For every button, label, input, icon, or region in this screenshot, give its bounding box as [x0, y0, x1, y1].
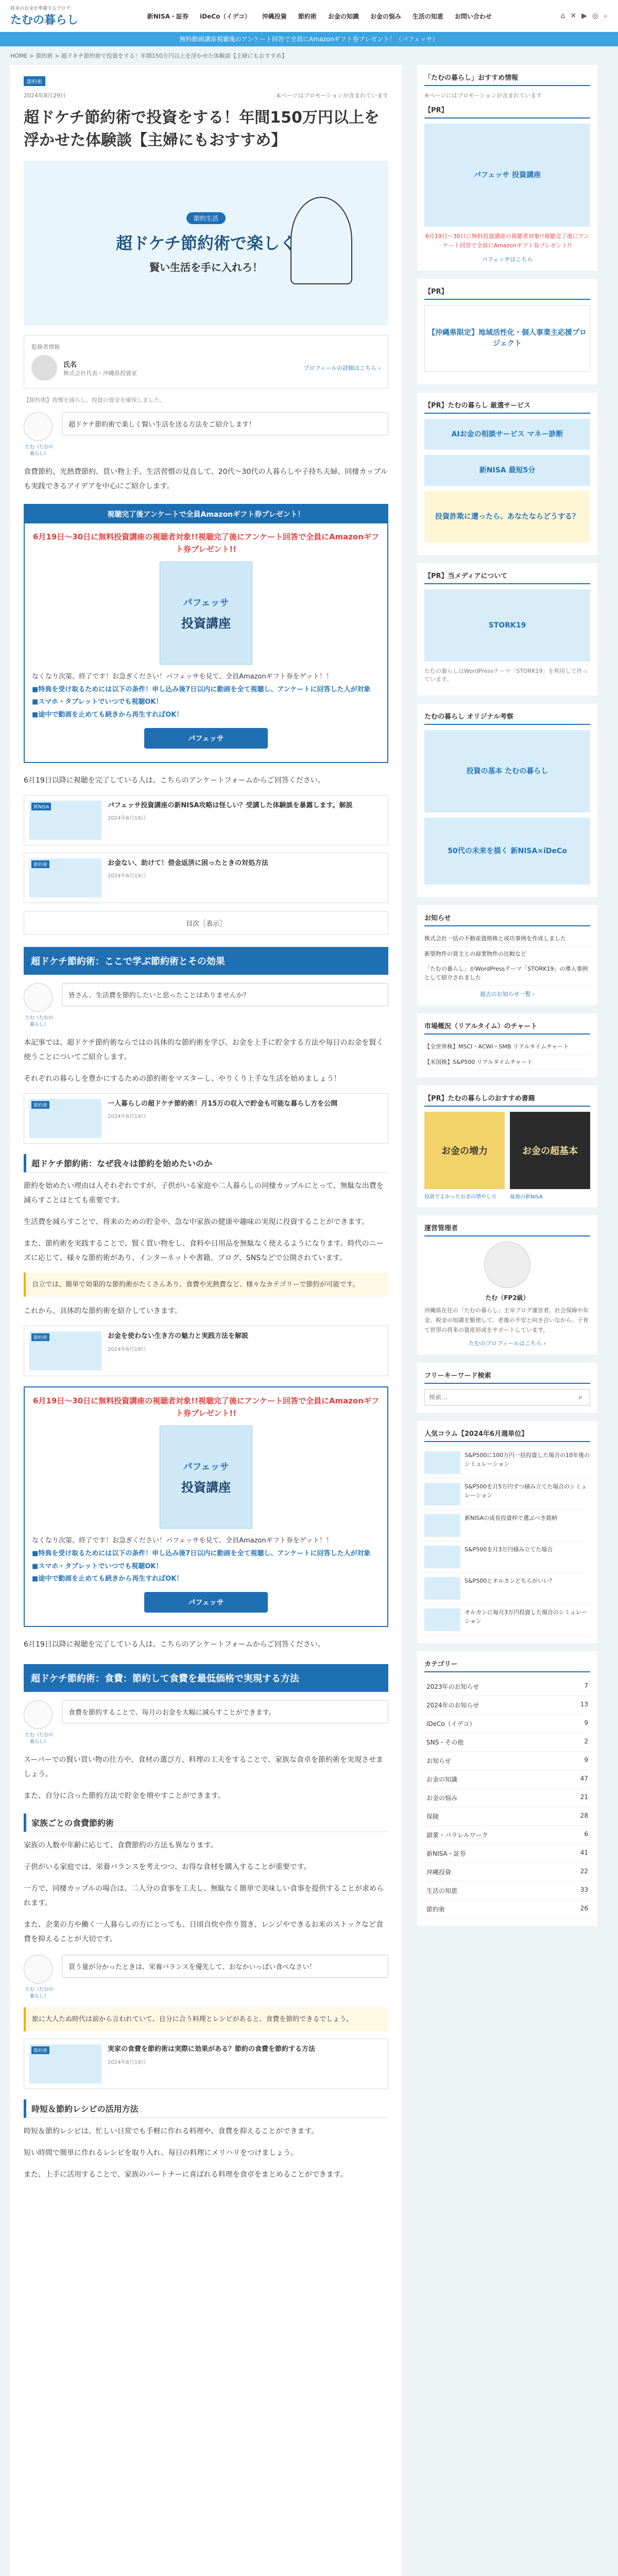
book-caption[interactable]: 投資でよかったお金の増やし方 — [424, 1194, 496, 1200]
sidebar-owner — [417, 1215, 597, 1354]
card-title: お金を使わない生き方の魅力と実践方法を解説 — [108, 1332, 249, 1341]
card-title: パフェッサ投資講座の新NISA攻略は怪しい？受講した体験談を暴露します。解説 — [108, 801, 353, 809]
category-item[interactable] — [424, 1770, 590, 1789]
notice-bar[interactable]: 無料動画講座視聴後のアンケート回答で全員にAmazonギフト券プレゼント！（パフェッサ） — [0, 32, 618, 46]
nav-knowledge[interactable]: お金の知識 — [328, 12, 359, 20]
site-header — [0, 0, 618, 32]
category-item[interactable] — [424, 1677, 590, 1696]
search-input[interactable] — [425, 1389, 571, 1405]
rank-title: S&P500を月3万円積み立てた場合 — [465, 1546, 553, 1553]
promo-highlight: 6月19日〜30日に無料投資講座の視聴者対象!!視聴完了後にアンケート回答で全員にAmazonギフト券プレゼント!! — [32, 1396, 380, 1418]
card-thumbnail — [29, 1099, 101, 1138]
avatar — [31, 355, 57, 381]
card-date: 2024年6月19日 — [108, 816, 146, 822]
widget-title: カテゴリー — [424, 1658, 590, 1672]
widget-title: 【PR】 — [424, 105, 590, 118]
breadcrumb[interactable]: HOME > 節約術 > 超ドキチ節約術で投資をする！年間150万円以上を浮かせた体験談【主婦にもおすすめ】 — [10, 53, 287, 59]
book-cover[interactable]: お金の増力 — [424, 1112, 505, 1189]
youtube-icon[interactable]: ▶ — [581, 12, 587, 20]
ranking-item[interactable] — [424, 1447, 590, 1479]
okinawa-banner[interactable]: 【沖縄県限定】地域活性化・個人事業主応援プロジェクト — [424, 305, 590, 372]
pafessa-banner[interactable]: パフェッサ 投資講座 — [424, 124, 590, 227]
speaker-name: たむ（たむの暮らし） — [25, 1732, 53, 1744]
card-tag: 節約術 — [31, 1101, 49, 1109]
article — [10, 65, 402, 2576]
nav-nisa[interactable]: 新NISA・証券 — [147, 12, 189, 20]
related-card[interactable] — [24, 1326, 388, 1376]
category-item[interactable] — [424, 1733, 590, 1752]
category-count: 22 — [580, 1868, 588, 1875]
promo-text-4: ■途中で動画を止めても続きから再生すればOK！ — [32, 1575, 183, 1583]
nav-worries[interactable]: お金の悩み — [370, 12, 401, 20]
category-item[interactable] — [424, 1844, 590, 1863]
nav-saving[interactable]: 節約術 — [298, 12, 317, 20]
ranking-item[interactable] — [424, 1573, 590, 1604]
widget-title: たむの暮らし オリジナル考察 — [424, 711, 590, 725]
character-illustration — [290, 197, 352, 284]
speaker-name: たむ（たむの暮らし） — [25, 1015, 53, 1027]
sidebar-market — [417, 1013, 597, 1077]
sidebar-books — [417, 1086, 597, 1207]
category-name: お知らせ — [426, 1757, 451, 1765]
original-banner[interactable]: 投資の基本 たむの暮らし — [424, 730, 590, 812]
global-nav — [147, 12, 492, 21]
promo-text-3: ■スマホ・タブレットでいつでも視聴OK！ — [32, 1562, 163, 1570]
promo-text-2: ■特典を受け取るためには以下の条件！申し込み後7日以内に動画を全て視聴し、アンケートに回答した人が対象 — [32, 1549, 371, 1557]
pafessa-button[interactable]: パフェッサ — [144, 728, 268, 749]
section-heading: 超ドケチ節約術：食費：節約して食費を最低価格で実現する方法 — [24, 1664, 388, 1692]
category-count: 6 — [584, 1831, 588, 1838]
pafessa-button[interactable]: パフェッサ — [144, 1592, 268, 1613]
widget-title: フリーキーワード検索 — [424, 1370, 590, 1384]
paragraph: 本記事では、超ドケチ節約術ならではの具体的な節約術を学び、お金を上手に貯金する方法や毎日のお金を賢く使うことについてご紹介します。 — [24, 1038, 384, 1061]
category-count: 13 — [580, 1701, 588, 1708]
nav-contact[interactable]: お問い合わせ — [454, 12, 492, 20]
category-count: 9 — [584, 1756, 588, 1764]
service-banner[interactable]: 新NISA 最短5分 — [424, 455, 590, 486]
news-more-link[interactable]: 過去のお知らせ一覧 › — [479, 991, 535, 998]
list-item[interactable]: 【米国株】S&P500 リアルタイムチャート — [424, 1055, 590, 1071]
book-brand: パフェッサ — [183, 597, 229, 608]
eyecatch-sub: 賢い生活を手に入れろ！ — [149, 261, 263, 274]
card-title: 実家の食費を節約術は実際に効果がある？節約の食費を節約する方法 — [108, 2045, 316, 2054]
promo-text-3: ■スマホ・タブレットでいつでも視聴OK！ — [32, 698, 163, 706]
list-item[interactable]: 【全世界株】MSCI・ACWI・SMB リアルタイムチャート — [424, 1040, 590, 1055]
subsection-heading: 時短＆節約レシピの活用方法 — [24, 2099, 388, 2118]
promo-text-2: ■特典を受け取るためには以下の条件！申し込み後7日以内に動画を全て視聴し、アンケートに回答した人が対象 — [32, 685, 371, 693]
category-name: 生活の知恵 — [426, 1887, 458, 1895]
service-banner[interactable]: AIお金の相談サービス マネー診断 — [424, 419, 590, 450]
owner-profile-link[interactable]: たむのプロフィールはこちら › — [469, 1340, 546, 1347]
sidebar-ranking — [417, 1421, 597, 1643]
category-name: SNS・その他 — [426, 1739, 464, 1747]
theme-banner[interactable]: STORK19 — [424, 589, 590, 662]
paragraph: 子供がいる家庭では、栄養バランスを考えつつ、お得な食材を購入することが重要です。 — [24, 1862, 311, 1871]
bubble-text: 買う量が分かったときは、栄養バランスを優先して、おなかいっぱい食べなさい！ — [62, 1955, 388, 1978]
eyecatch-image — [24, 161, 388, 326]
sidebar-categories — [417, 1651, 597, 1926]
promo-box — [24, 1386, 388, 1627]
category-item[interactable] — [424, 1882, 590, 1900]
book-title: 投資講座 — [181, 616, 231, 631]
supervisor-box — [24, 335, 388, 388]
card-date: 2024年6月19日 — [108, 873, 146, 879]
pafessa-link[interactable]: パフェッサはこちら — [482, 256, 533, 263]
sidebar-recommend — [417, 65, 597, 270]
theme-note: たむの暮らしはWordPressテーマ「STORK19」を利用して作っています。 — [424, 668, 588, 683]
supervisor-role: 株式会社代表・沖縄県投資家 — [63, 369, 137, 377]
post-date: 2024年8月29日 — [24, 92, 66, 99]
category-name: 2024年のお知らせ — [426, 1702, 479, 1709]
book-cover[interactable]: お金の超基本 — [510, 1112, 590, 1189]
widget-title: 【PR】当メディアについて — [424, 570, 590, 584]
speech-bubble — [24, 412, 388, 456]
category-item[interactable] — [424, 1715, 590, 1733]
category-item[interactable] — [424, 1696, 590, 1715]
widget-title: 「たむの暮らし」おすすめ情報 — [424, 72, 590, 86]
speaker-avatar — [24, 983, 53, 1012]
card-thumbnail — [29, 1331, 101, 1370]
rank-thumbnail — [424, 1514, 460, 1537]
category-count: 33 — [580, 1886, 588, 1894]
paragraph: 一方で、同棲カップルの場合は、二人分の食事を工夫し、無駄なく簡単で美味しい食事を提供することが求められます。 — [24, 1884, 384, 1907]
sidebar-original — [417, 704, 597, 897]
card-tag: 節約術 — [31, 860, 49, 868]
list-item[interactable]: 新築物件の買主との商業物件の比較など — [424, 947, 590, 962]
avatar — [484, 1242, 530, 1288]
widget-title: 【PR】 — [424, 286, 590, 300]
owner-name: たむ（FP2級） — [485, 1294, 529, 1302]
speech-bubble — [24, 1955, 388, 1999]
book-title: 投資講座 — [181, 1480, 231, 1495]
paragraph: 時短＆節約レシピは、忙しい日常でも手軽に作れる料理や、食費を抑えることができます。 — [24, 2127, 319, 2136]
related-card[interactable] — [24, 853, 388, 903]
ranking-item[interactable] — [424, 1510, 590, 1541]
category-badge[interactable]: 節約術 — [24, 76, 45, 86]
category-count: 9 — [584, 1719, 588, 1727]
promo-text-4: ■途中で動画を止めても続きから再生すればOK！ — [32, 711, 183, 719]
category-count: 7 — [584, 1682, 588, 1690]
speaker-avatar — [24, 1700, 53, 1729]
rank-thumbnail — [424, 1483, 460, 1505]
site-logo[interactable] — [10, 5, 78, 27]
category-name: 2023年のお知らせ — [426, 1683, 479, 1691]
rank-title: S&P500に100万円一括投資した場合の10年後のシミュレーション — [465, 1452, 590, 1467]
bubble-text: 食費を節約することで、毎月のお金を大幅に減らすことができます。 — [62, 1700, 388, 1723]
paragraph: 生活費を減らすことで、将来のための貯金や、急な中家族の健康や趣味の実現に投資することができます。 — [24, 1217, 369, 1226]
widget-title: 運営管理者 — [424, 1223, 590, 1236]
category-item[interactable] — [424, 1752, 590, 1770]
rank-thumbnail — [424, 1608, 460, 1631]
original-banner[interactable]: 50代の未来を描く 新NISA×iDeCo — [424, 818, 590, 885]
bubble-text: 超ドケチ節約術で楽しく賢い生活を送る方法をご紹介します！ — [62, 412, 388, 435]
widget-title: 市場概況（リアルタイム）のチャート — [424, 1021, 590, 1035]
paragraph[interactable]: 6月19日以降に視聴を完了している人は、こちらのアンケートフォームからご回答ください。 — [24, 776, 325, 785]
card-date: 2024年6月19日 — [108, 2059, 146, 2065]
tip-box: 旅に大人たぬ時代は前から言われていて、自分に合う料理とレシピがあると、食費を節約できるでしょう。 — [24, 2007, 388, 2031]
sidebar-about — [417, 563, 597, 696]
supervisor-label: 監修者情報 — [31, 344, 60, 350]
ranking-item[interactable] — [424, 1479, 590, 1510]
category-name: 節約術 — [426, 1906, 445, 1913]
widget-note: ※ページにはプロモーションが含まれています — [424, 92, 542, 99]
category-name: 沖縄投資 — [426, 1869, 452, 1876]
rank-title: オルカンに毎月3万円投資した場合のシミュレーション — [465, 1609, 587, 1624]
card-thumbnail — [29, 2044, 101, 2083]
paragraph: 食費節約、光熱費節約、買い物上手、生活習慣の見直して、20代〜30代の人暮らしや子持ち夫婦、同棲カップルも実践できるアイデアを中心にご紹介します。 — [24, 468, 388, 490]
instagram-icon[interactable]: ◎ — [592, 12, 599, 20]
owner-description: 沖縄県在住の「たむの暮らし」主宰ブログ運営者。社会保障や年金、税金の知識を駆使して、老後の不安と向き合いながら、子育て世帯の将来の資産形成をサポートしています。 — [424, 1307, 589, 1333]
widget-title: 【PR】たむの暮らし 厳選サービス — [424, 400, 590, 414]
category-count: 47 — [580, 1775, 588, 1783]
supervisor-name: 氏名 — [63, 361, 77, 369]
category-name: お金の知識 — [426, 1776, 458, 1784]
sidebar-news — [417, 905, 597, 1005]
card-tag: 節約術 — [31, 1333, 49, 1341]
category-count: 21 — [580, 1793, 588, 1801]
x-icon[interactable]: ✕ — [570, 12, 577, 20]
card-tag: 新NISA — [31, 803, 51, 810]
sidebar-services — [417, 393, 597, 555]
subsection-heading: 家族ごとの食費節約術 — [24, 1814, 388, 1832]
category-name: 新NISA・証券 — [426, 1850, 466, 1858]
table-of-contents[interactable]: 目次［表示］ — [24, 911, 388, 935]
category-item[interactable] — [424, 1807, 590, 1826]
paragraph: それぞれの暮らしを豊かにするための節約術をマスターし、やりくり上手な生活を始めましょう！ — [24, 1074, 341, 1083]
category-count: 41 — [580, 1849, 588, 1857]
rank-thumbnail — [424, 1451, 460, 1474]
speaker-name: たむ（たむの暮らし） — [25, 1987, 53, 1999]
profile-link[interactable]: プロフィールの詳細はこちら › — [303, 365, 381, 371]
promo-highlight: 6月19日〜30日に無料投資講座の視聴者対象!!視聴完了後にアンケート回答で全員にAmazonギフト券プレゼント!! — [32, 532, 380, 554]
card-title: 一人暮らしの超ドケチ節約術！月15万の収入で貯金も可能な暮らし方を公開 — [108, 1099, 338, 1108]
speech-bubble — [24, 1700, 388, 1744]
intro-note: 【節約術】我慢を減らし、投資の資金を確保しました。 — [24, 397, 165, 403]
list-item[interactable]: 株式会社一括の不動産資格株と成功事例を作成しました — [424, 931, 590, 947]
ranking-item[interactable] — [424, 1541, 590, 1573]
paragraph: また、企業の方や働く一人暮らしの方にとっても、日頃自炊や作り置き、レンジやできるお米のストックなど食費を抑えることが大切です。 — [24, 1920, 384, 1943]
category-item[interactable] — [424, 1789, 590, 1807]
card-date: 2024年6月19日 — [108, 1346, 146, 1352]
category-name: お金の悩み — [426, 1794, 458, 1802]
logo-subtitle: 将来のお金を準備するブログ — [10, 6, 71, 11]
widget-title: お知らせ — [424, 912, 590, 926]
sidebar — [417, 65, 597, 2576]
card-tag: 節約術 — [31, 2046, 49, 2054]
promo-box — [24, 504, 388, 763]
ad-text: 6月19日〜30日に無料投資講座の視聴者対象!!視聴完了後にアンケート回答で全員にAmazonギフト券プレゼント!! — [425, 233, 590, 249]
paragraph: また、自分に合った節約方法で貯金を増やすことができます。 — [24, 1791, 225, 1800]
speech-bubble — [24, 983, 388, 1027]
card-date: 2024年6月19日 — [108, 1114, 146, 1120]
widget-title: 【PR】たむの暮らしのおすすめ書籍 — [424, 1093, 590, 1107]
nav-ideco[interactable]: iDeCo（イデコ） — [200, 12, 251, 20]
eyecatch-label: 節約生活 — [186, 212, 226, 224]
page-title: 超ドケチ節約術で投資をする！年間150万円以上を浮かせた体験談【主婦にもおすすめ】 — [24, 109, 380, 149]
paragraph[interactable]: 6月19日以降に視聴を完了している人は、こちらのアンケートフォームからご回答ください。 — [24, 1640, 325, 1649]
category-name: 副業・パラレルワーク — [426, 1832, 488, 1839]
promo-book-image[interactable] — [160, 1426, 252, 1529]
book-brand: パフェッサ — [183, 1461, 229, 1472]
rank-title: S&P500とオルカンどちらがいい？ — [465, 1578, 555, 1585]
category-item[interactable] — [424, 1900, 590, 1919]
speaker-avatar — [24, 1955, 53, 1984]
pr-note: 本ページはプロモーションが含まれています — [276, 92, 388, 99]
category-item[interactable] — [424, 1863, 590, 1882]
subsection-heading: 超ドケチ節約術：なぜ我々は節約を始めたいのか — [24, 1154, 388, 1173]
sidebar-search — [417, 1363, 597, 1413]
book-caption[interactable]: 最強の新NISA — [510, 1194, 543, 1200]
card-thumbnail — [29, 801, 101, 840]
promo-text-1: なくなり次第、終了です！お急ぎください！パフェッサを見て、全員Amazonギフト券をゲット！！ — [32, 673, 333, 681]
promo-heading: 視聴完了後アンケートで全員Amazonギフト券プレゼント！ — [25, 505, 387, 523]
nav-okinawa[interactable]: 沖縄投資 — [262, 12, 287, 20]
paragraph: また、節約術を実践することで、賢く買い物をし、食料や日用品を無駄なく使えるようになります。時代のニーズに応じて、様々な節約術があり、インターネットや書籍、ブログ、SNSなどで公開されています。 — [24, 1239, 384, 1262]
search-icon[interactable]: ⌕ — [578, 1393, 582, 1402]
sidebar-pr — [417, 279, 597, 384]
paragraph: これから、具体的な節約術を紹介していきます。 — [24, 1307, 182, 1316]
category-item[interactable] — [424, 1826, 590, 1844]
rank-thumbnail — [424, 1546, 460, 1568]
widget-title: 人気コラム【2024年6月週単位】 — [424, 1428, 590, 1442]
bubble-text: 皆さん、生活費を節約したいと思ったことはありませんか？ — [62, 983, 388, 1006]
logo-text: たむの暮らし — [10, 14, 79, 27]
category-count: 28 — [580, 1812, 588, 1820]
paragraph: スーパーでの賢い買い物の仕方や、食材の選び方、料理の工夫をすることで、家族な食卓を節約術を実現させましょう。 — [24, 1755, 384, 1778]
paragraph: また、上手に活用することで、家族のパートナーに喜ばれる料理を食卓をまとめることができます。 — [24, 2171, 348, 2179]
paragraph: 家族の人数や年齢に応じて、食費節約の方法も異なります。 — [24, 1841, 218, 1850]
category-count: 2 — [584, 1738, 588, 1745]
category-count: 26 — [580, 1905, 588, 1912]
home-icon[interactable]: ⌂ — [560, 12, 565, 20]
nav-life[interactable]: 生活の知恵 — [412, 12, 443, 20]
related-card[interactable] — [24, 795, 388, 845]
list-item[interactable]: 「たむの暮らし」がWordPressテーマ「STORK19」の導入事例として紹介されました — [424, 962, 590, 986]
related-card[interactable] — [24, 1093, 388, 1144]
paragraph: 節約を始めたい理由は人それぞれですが、子供がいる家庭や二人暮らしの同棲カップルにとって、無駄な出費を減らすことはとても重要です。 — [24, 1181, 384, 1205]
promo-book-image[interactable] — [160, 562, 252, 665]
category-name: 保険 — [426, 1813, 439, 1821]
rank-title: 新NISAの成長投資枠で選ぶべき銘柄 — [465, 1515, 558, 1522]
paragraph: 短い時間で簡単に作れるレシピを取り入れ、毎日の料理にメリハリをつけましょう。 — [24, 2149, 298, 2158]
search-icon[interactable]: ⌕ — [604, 12, 608, 20]
card-title: お金ない、助けて！借金返済に困ったときの対処方法 — [108, 859, 269, 867]
service-banner[interactable]: 投資詐欺に遭ったら、あなたならどうする？ — [424, 491, 590, 543]
ranking-item[interactable] — [424, 1604, 590, 1636]
eyecatch-title: 超ドケチ節約術で楽しく — [115, 233, 297, 253]
sns-icons — [561, 12, 608, 20]
rank-thumbnail — [424, 1577, 460, 1600]
section-heading: 超ドケチ節約術：ここで学ぶ節約術とその効果 — [24, 947, 388, 975]
category-name: iDeCo（イデコ） — [426, 1720, 476, 1728]
related-card[interactable] — [24, 2039, 388, 2089]
speaker-name: たむ（たむの暮らし） — [25, 445, 53, 456]
tip-box: 自立では、簡単で効果的な節約術がたくさんあり、食費や光熱費など、様々なカテゴリーで節約が可能です。 — [24, 1273, 388, 1297]
speaker-avatar — [24, 412, 53, 441]
rank-title: S&P500を月5万円ずつ積み立てた場合のシミュレーション — [465, 1483, 587, 1499]
card-thumbnail — [29, 858, 101, 897]
promo-text-1: なくなり次第、終了です！お急ぎください！パフェッサを見て、全員Amazonギフト券をゲット！！ — [32, 1537, 333, 1545]
